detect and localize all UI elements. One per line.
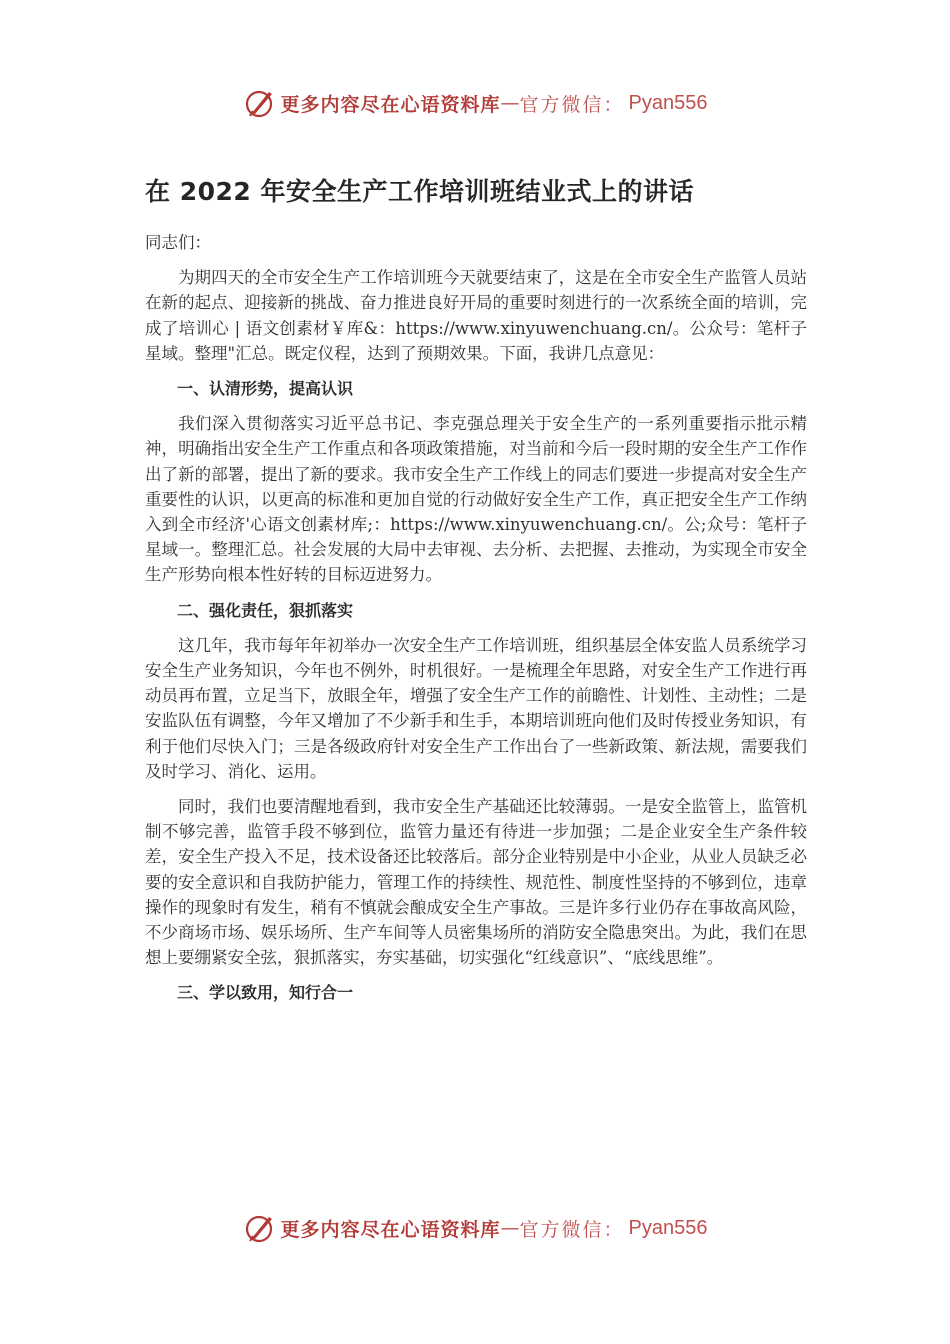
section-heading: 二、强化责任，狠抓落实 bbox=[177, 600, 354, 620]
header-banner bbox=[0, 83, 950, 123]
paragraph: 这几年，我市每年年初举办一次安全生产工作培训班，组织基层全体安监人员系统学习安全生产业务知识，今年也不例外，时机很好。一是梳理全年思路，对安全生产工作进行再动员再布置，立足当下，放眼全年，增强了安全生产工作的前瞻性、计划性、主动性；二是安监队伍有调整，今年又增加了不少新手和生手，本期培训班向他们及时传授业务知识，有利于他们尽快入门；三是各级政府针对安全生产工作出台了一些新政策、新法规，需要我们及时学习、消化、运用。 bbox=[145, 635, 807, 781]
document-title: 在 2022 年安全生产工作培训班结业式上的讲话 bbox=[145, 177, 694, 206]
brand-text: 更多内容尽在心语资料库 bbox=[280, 93, 501, 116]
wechat-id: Pyan556 bbox=[628, 1216, 708, 1239]
wechat-label: 官方微信： bbox=[519, 1218, 625, 1241]
wechat-id: Pyan556 bbox=[628, 91, 708, 114]
section-heading: 三、学以致用，知行合一 bbox=[177, 983, 354, 1003]
paragraph: 为期四天的全市安全生产工作培训班今天就要结束了，这是在全市安全生产监管人员站在新的起点、迎接新的挑战、奋力推进良好开局的重要时刻进行的一次系统全面的培训，完成了培训心 | 语文创素材￥库&：https://www.xinyuwenchuang.cn/。公众号：笔杆子星域。整理"汇总。既定仪程，达到了预期效果。下面，我讲几点意见： bbox=[145, 268, 807, 363]
section-heading: 一、认清形势，提高认识 bbox=[177, 379, 354, 399]
salutation: 同志们： bbox=[145, 233, 211, 252]
quill-pen-logo-icon bbox=[243, 86, 277, 120]
brand-text: 更多内容尽在心语资料库 bbox=[280, 1218, 501, 1241]
wechat-label: 官方微信： bbox=[519, 93, 625, 116]
banner-dash: — bbox=[500, 92, 520, 114]
quill-pen-logo-icon bbox=[243, 1211, 277, 1245]
banner-dash: — bbox=[500, 1217, 520, 1239]
paragraph: 我们深入贯彻落实习近平总书记、李克强总理关于安全生产的一系列重要指示批示精神，明确指出安全生产工作重点和各项政策措施，对当前和今后一段时期的安全生产工作作出了新的部署，提出了新的要求。我市安全生产工作线上的同志们要进一步提高对安全生产重要性的认识，以更高的标准和更加自觉的行动做好安全生产工作，真正把安全生产工作纳入到全市经济'心语文创素材库;：https://www.xinyuwenchuang.cn/。公;众号：笔杆子星域一。整理汇总。社会发展的大局中去审视、去分析、去把握、去推动，为实现全市安全生产形势向根本性好转的目标迈进努力。 bbox=[145, 414, 807, 585]
footer-banner bbox=[0, 1208, 950, 1248]
document-body bbox=[145, 230, 807, 1016]
paragraph: 同时，我们也要清醒地看到，我市安全生产基础还比较薄弱。一是安全监管上，监管机制不够完善，监管手段不够到位，监管力量还有待进一步加强；二是企业安全生产条件较差，安全生产投入不足，技术设备还比较落后。部分企业特别是中小企业，从业人员缺乏必要的安全意识和自我防护能力，管理工作的持续性、规范性、制度性坚持的不够到位，违章操作的现象时有发生，稍有不慎就会酿成安全生产事故。三是许多行业仍存在事故高风险，不少商场市场、娱乐场所、生产车间等人员密集场所的消防安全隐患突出。为此，我们在思想上要绷紧安全弦，狠抓落实，夯实基础，切实强化“红线意识”、“底线思维”。 bbox=[145, 797, 807, 968]
